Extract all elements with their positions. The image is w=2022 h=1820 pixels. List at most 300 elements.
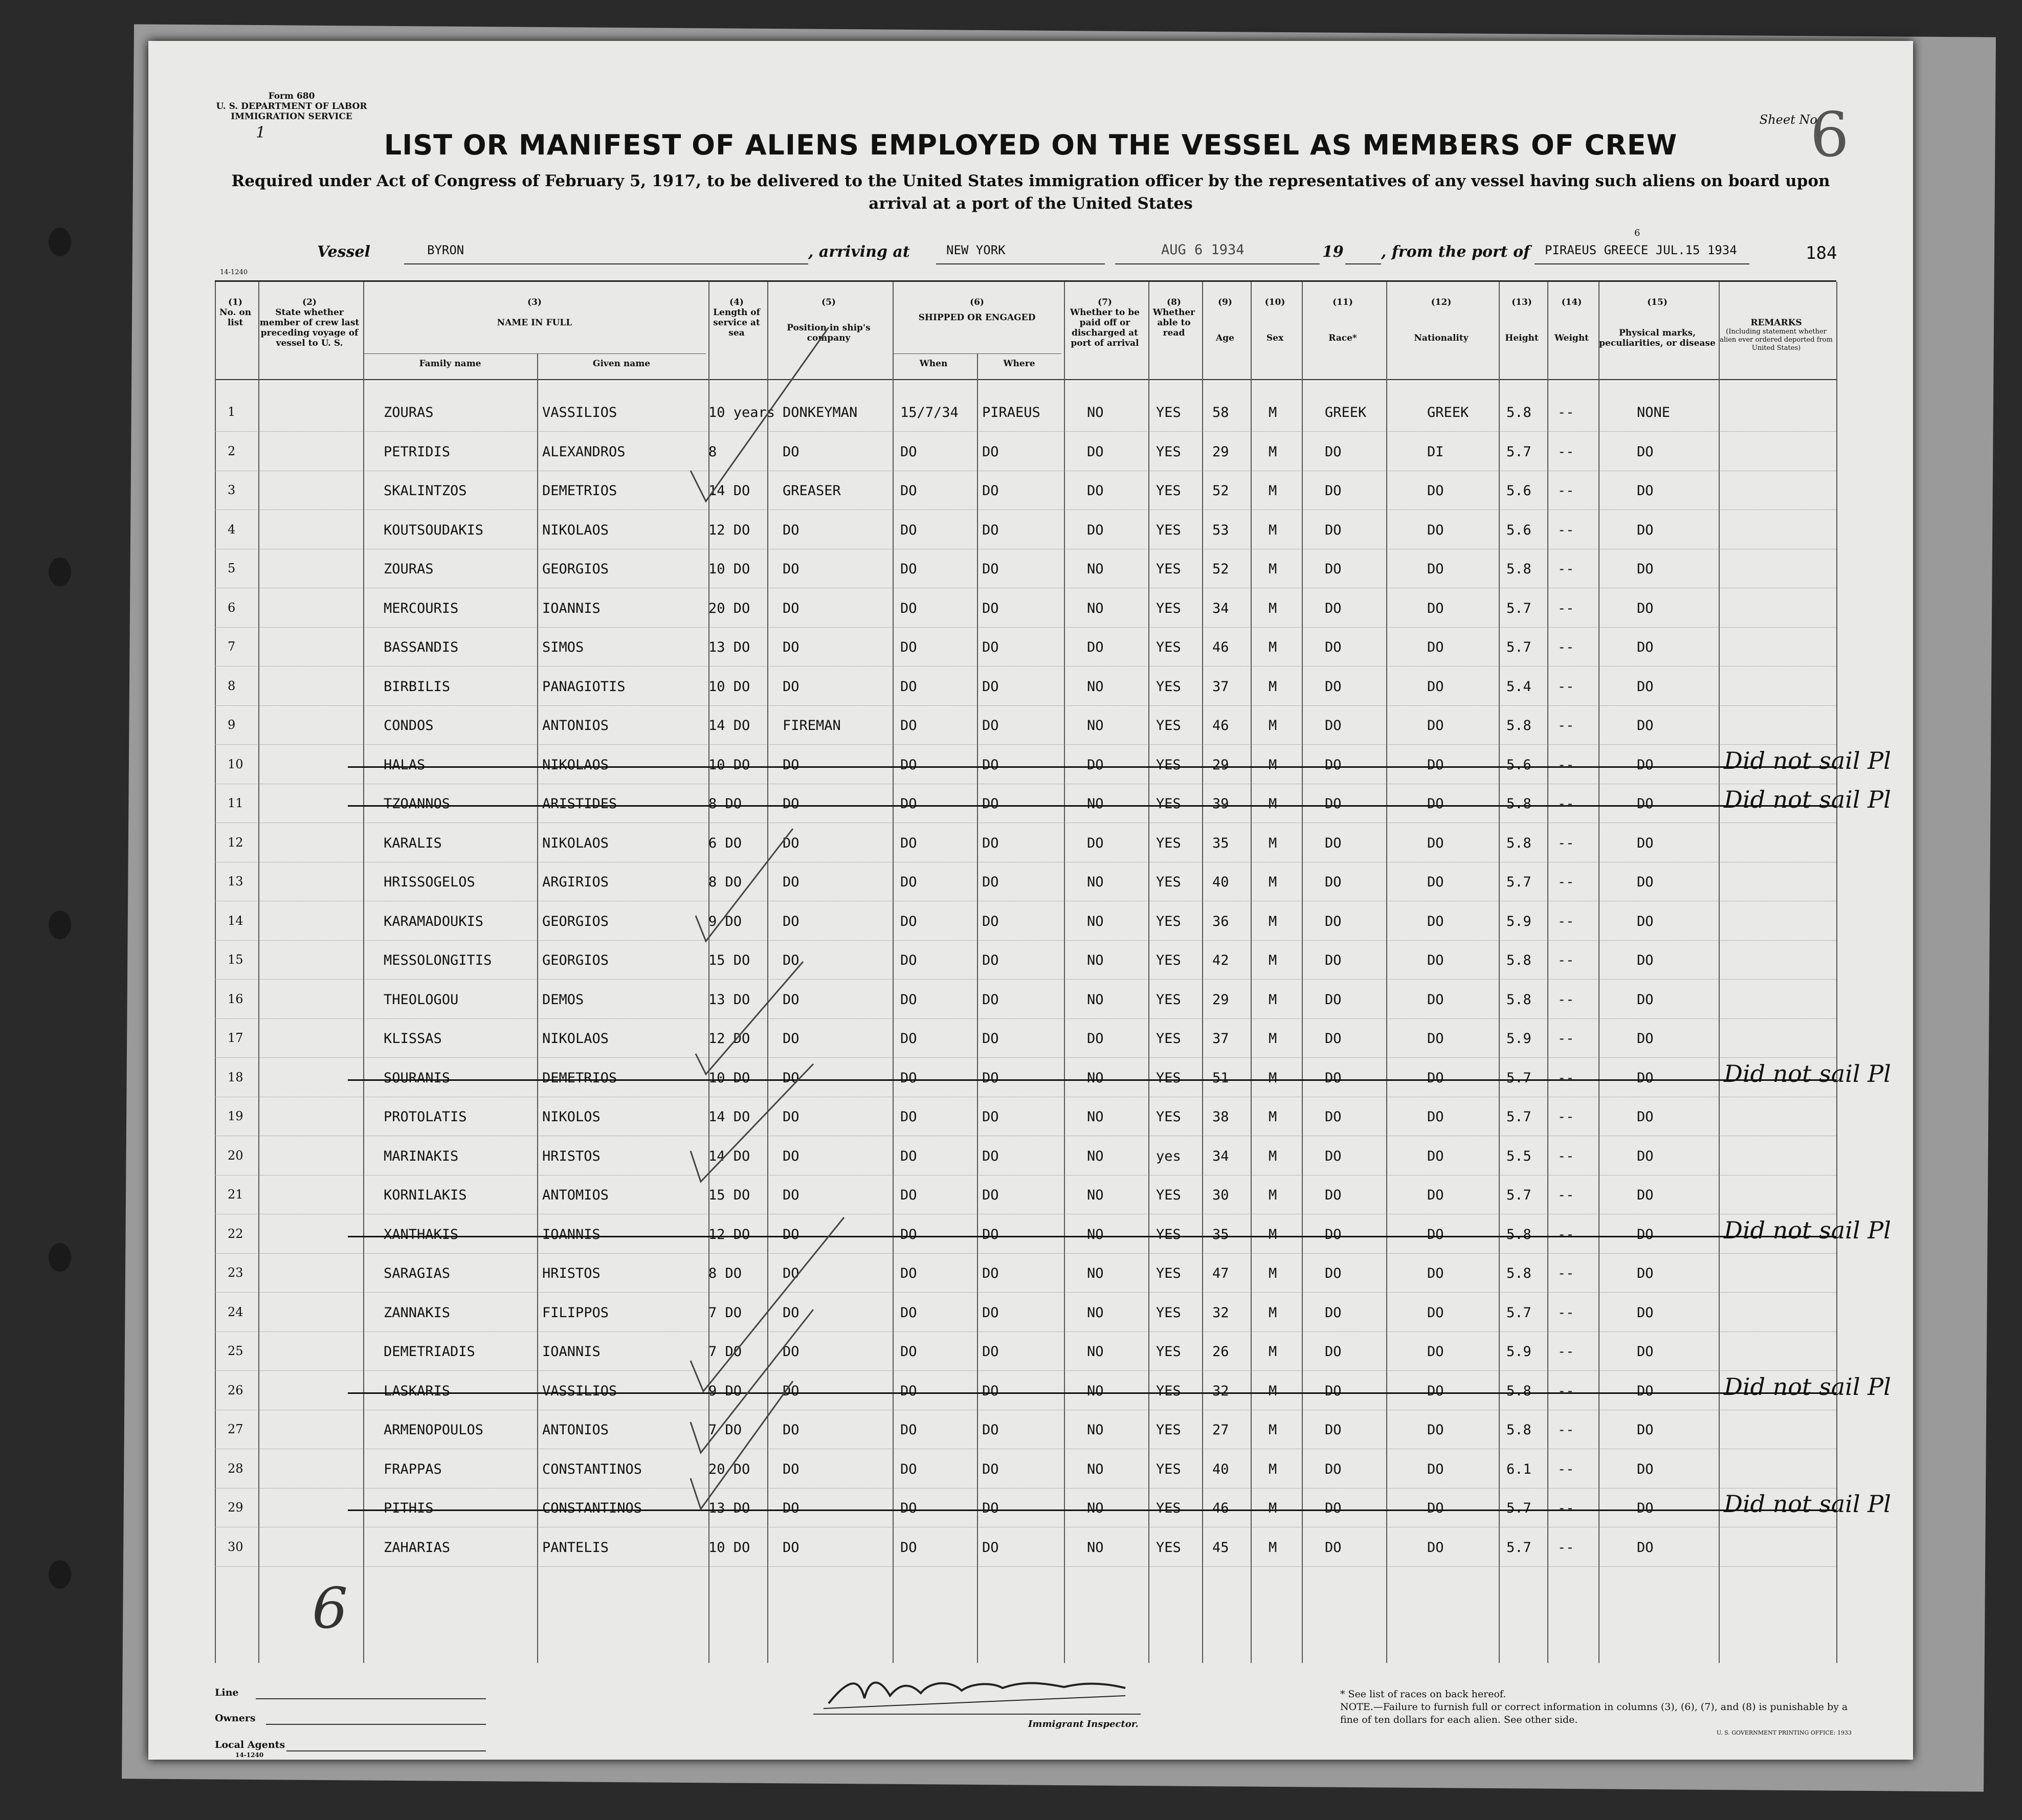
paid-off-cell: DO <box>1087 757 1104 773</box>
race-cell: DO <box>1325 874 1342 890</box>
paid-off-cell: NO <box>1087 1461 1104 1477</box>
physical-marks-cell: DO <box>1637 1461 1654 1477</box>
race-cell: DO <box>1325 522 1342 538</box>
able-to-read-cell: YES <box>1156 1187 1181 1203</box>
height-cell: 5.6 <box>1506 522 1531 538</box>
row-number-cell: 15 <box>228 952 243 967</box>
shipped-when-cell: DO <box>900 1109 917 1125</box>
weight-cell: -- <box>1558 443 1574 460</box>
nationality-cell: DO <box>1427 1500 1444 1516</box>
family-name-cell: BASSANDIS <box>384 639 459 655</box>
row-number-cell: 19 <box>228 1109 243 1123</box>
height-cell: 5.8 <box>1506 991 1531 1008</box>
inspector-label: Immigrant Inspector. <box>1028 1719 1139 1729</box>
col-5-header: (5) Position in ship's company <box>787 297 871 343</box>
physical-marks-cell: DO <box>1637 1070 1654 1086</box>
service-length-cell: 13 DO <box>708 991 750 1008</box>
nationality-cell: DO <box>1427 796 1444 812</box>
service-length-cell: 12 DO <box>708 1031 750 1047</box>
race-cell: DO <box>1325 443 1342 460</box>
family-name-cell: MERCOURIS <box>384 600 459 616</box>
position-cell: DO <box>783 678 799 695</box>
physical-marks-cell: DO <box>1637 1226 1654 1242</box>
sex-cell: M <box>1269 991 1277 1008</box>
sex-cell: M <box>1269 913 1277 929</box>
physical-marks-cell: DO <box>1637 483 1654 499</box>
height-cell: 5.8 <box>1506 796 1531 812</box>
col-4-header: (4) Length of service at sea <box>713 297 760 338</box>
weight-cell: -- <box>1558 1304 1574 1321</box>
position-cell: DO <box>783 1500 799 1516</box>
sex-cell: M <box>1269 1266 1277 1281</box>
shipped-where-cell: DO <box>982 600 999 616</box>
age-cell: 39 <box>1212 796 1229 812</box>
shipped-where-cell: DO <box>982 718 999 734</box>
position-cell: DO <box>783 874 799 890</box>
department: U. S. DEPARTMENT OF LABOR <box>216 101 367 112</box>
height-cell: 5.7 <box>1506 1187 1531 1203</box>
race-cell: DO <box>1325 1109 1342 1125</box>
shipped-when-cell: DO <box>900 1383 917 1399</box>
age-cell: 29 <box>1212 443 1229 460</box>
col-6-when: When <box>919 359 948 369</box>
age-cell: 40 <box>1212 1461 1229 1477</box>
punch-hole <box>49 228 71 256</box>
age-cell: 32 <box>1212 1304 1229 1321</box>
physical-marks-cell: NONE <box>1637 405 1671 420</box>
remark-cell: Did not sail Pl <box>1724 1372 1891 1401</box>
row-number-cell: 3 <box>228 483 236 497</box>
service-length-cell: 7 DO <box>708 1304 742 1321</box>
race-cell: DO <box>1325 1266 1342 1281</box>
age-cell: 58 <box>1212 405 1229 420</box>
family-name-cell: MARINAKIS <box>384 1148 459 1164</box>
weight-cell: -- <box>1558 1461 1574 1477</box>
race-cell: DO <box>1325 1422 1342 1438</box>
race-cell: DO <box>1325 1500 1342 1516</box>
sex-cell: M <box>1269 561 1277 577</box>
service-length-cell: 14 DO <box>708 718 750 734</box>
col-1-header: (1) No. on list <box>219 297 252 328</box>
position-cell: DO <box>783 1070 799 1086</box>
given-name-cell: ANTOMIOS <box>542 1187 609 1203</box>
sex-cell: M <box>1269 1109 1277 1125</box>
position-cell: DO <box>783 952 799 968</box>
position-cell: DO <box>783 600 799 616</box>
race-cell: DO <box>1325 1226 1342 1242</box>
shipped-where-cell: DO <box>982 639 999 655</box>
height-cell: 5.4 <box>1506 678 1531 695</box>
age-cell: 46 <box>1212 718 1229 734</box>
paid-off-cell: NO <box>1087 600 1104 616</box>
family-name-cell: SOURANIS <box>384 1070 451 1086</box>
position-cell: DO <box>783 796 799 812</box>
family-name-cell: PETRIDIS <box>384 443 451 460</box>
height-cell: 5.7 <box>1506 1304 1531 1321</box>
given-name-cell: ANTONIOS <box>542 1422 609 1438</box>
manifest-sheet <box>148 41 1913 1760</box>
weight-cell: -- <box>1558 1539 1574 1556</box>
row-number-cell: 5 <box>228 561 236 575</box>
race-cell: DO <box>1325 796 1342 812</box>
row-number-cell: 2 <box>228 443 236 458</box>
row-number-cell: 26 <box>228 1383 243 1397</box>
paid-off-cell: NO <box>1087 991 1104 1008</box>
physical-marks-cell: DO <box>1637 1148 1654 1164</box>
col-3-family: Family name <box>419 359 481 369</box>
service-length-cell: 10 DO <box>708 1070 750 1086</box>
age-cell: 45 <box>1212 1539 1229 1556</box>
sex-cell: M <box>1269 1383 1277 1399</box>
physical-marks-cell: DO <box>1637 952 1654 968</box>
age-cell: 29 <box>1212 991 1229 1008</box>
paid-off-cell: NO <box>1087 1070 1104 1086</box>
age-cell: 53 <box>1212 522 1229 538</box>
position-cell: DO <box>783 639 799 655</box>
height-cell: 6.1 <box>1506 1461 1531 1477</box>
year-label: 19 <box>1322 243 1344 261</box>
able-to-read-cell: YES <box>1156 1344 1181 1360</box>
paid-off-cell: DO <box>1087 443 1104 460</box>
physical-marks-cell: DO <box>1637 1422 1654 1438</box>
punch-hole <box>49 911 71 939</box>
position-cell: DO <box>783 1109 799 1125</box>
sex-cell: M <box>1269 1344 1277 1360</box>
inspector-signature <box>818 1668 1136 1714</box>
shipped-where-cell: DO <box>982 443 999 460</box>
physical-marks-cell: DO <box>1637 835 1654 851</box>
col-2-header: (2) State whether member of crew last preceding voyage of vessel to U. S. <box>259 297 360 348</box>
weight-cell: -- <box>1558 1187 1574 1203</box>
age-cell: 38 <box>1212 1109 1229 1125</box>
row-number-cell: 27 <box>228 1422 243 1436</box>
age-cell: 26 <box>1212 1344 1229 1360</box>
service-length-cell: 14 DO <box>708 1148 750 1164</box>
nationality-cell: DO <box>1427 1344 1444 1360</box>
able-to-read-cell: YES <box>1156 1109 1181 1125</box>
physical-marks-cell: DO <box>1637 1187 1654 1203</box>
position-cell: DO <box>783 561 799 577</box>
remarks-header: REMARKS (Including statement whether alien ever ordered deported from United States) <box>1720 318 1833 352</box>
shipped-where-cell: DO <box>982 1109 999 1125</box>
service-length-cell: 14 DO <box>708 1109 750 1125</box>
sheet-label: Sheet No. <box>1759 113 1821 127</box>
paid-off-cell: NO <box>1087 1383 1104 1399</box>
shipped-when-cell: DO <box>900 600 917 616</box>
position-cell: DO <box>783 1344 799 1360</box>
remark-cell: Did not sail Pl <box>1724 1490 1891 1518</box>
weight-cell: -- <box>1558 991 1574 1008</box>
age-cell: 29 <box>1212 757 1229 773</box>
sex-cell: M <box>1269 522 1277 538</box>
shipped-where-cell: DO <box>982 1461 999 1477</box>
height-cell: 5.6 <box>1506 757 1531 773</box>
height-cell: 5.9 <box>1506 1344 1531 1360</box>
paid-off-cell: NO <box>1087 1422 1104 1438</box>
height-cell: 5.8 <box>1506 718 1531 734</box>
row-number-cell: 20 <box>228 1148 243 1163</box>
row-number-cell: 11 <box>228 796 243 810</box>
col-3-header: (3) NAME IN FULL <box>497 297 572 328</box>
sex-cell: M <box>1269 639 1277 655</box>
weight-cell: -- <box>1558 639 1574 655</box>
able-to-read-cell: YES <box>1156 1383 1181 1399</box>
age-cell: 30 <box>1212 1187 1229 1203</box>
shipped-where-cell: DO <box>982 757 999 773</box>
service-length-cell: 9 DO <box>708 1383 742 1399</box>
paid-off-cell: NO <box>1087 1344 1104 1360</box>
physical-marks-cell: DO <box>1637 639 1654 655</box>
shipped-where-cell: DO <box>982 561 999 577</box>
service-length-cell: 20 DO <box>708 600 750 616</box>
able-to-read-cell: YES <box>1156 718 1181 734</box>
weight-cell: -- <box>1558 1226 1574 1242</box>
given-name-cell: ARGIRIOS <box>542 874 609 890</box>
nationality-cell: DO <box>1427 1304 1444 1321</box>
punch-hole <box>49 1243 71 1272</box>
physical-marks-cell: DO <box>1637 874 1654 890</box>
age-cell: 32 <box>1212 1383 1229 1399</box>
able-to-read-cell: YES <box>1156 874 1181 890</box>
family-name-cell: TZOANNOS <box>384 796 451 812</box>
race-cell: DO <box>1325 1304 1342 1321</box>
shipped-when-cell: DO <box>900 1031 917 1047</box>
race-cell: DO <box>1325 1344 1342 1360</box>
footer-owners-underline <box>266 1724 486 1725</box>
nationality-cell: DO <box>1427 600 1444 616</box>
height-cell: 5.8 <box>1506 1266 1531 1281</box>
row-number-cell: 13 <box>228 874 243 889</box>
sex-cell: M <box>1269 405 1277 420</box>
family-name-cell: SKALINTZOS <box>384 483 467 499</box>
race-cell: DO <box>1325 561 1342 577</box>
service-length-cell: 10 years <box>708 405 775 420</box>
shipped-when-cell: DO <box>900 913 917 929</box>
shipped-where-cell: DO <box>982 1304 999 1321</box>
position-cell: DO <box>783 757 799 773</box>
weight-cell: -- <box>1558 405 1574 420</box>
able-to-read-cell: YES <box>1156 1539 1181 1556</box>
paid-off-cell: NO <box>1087 1500 1104 1516</box>
age-cell: 36 <box>1212 913 1229 929</box>
position-cell: DO <box>783 1226 799 1242</box>
physical-marks-cell: DO <box>1637 991 1654 1008</box>
given-name-cell: ANTONIOS <box>542 718 609 734</box>
weight-cell: -- <box>1558 1031 1574 1047</box>
shipped-where-cell: DO <box>982 1070 999 1086</box>
height-cell: 5.6 <box>1506 483 1531 499</box>
given-name-cell: VASSILIOS <box>542 1383 617 1399</box>
family-name-cell: SARAGIAS <box>384 1266 451 1281</box>
able-to-read-cell: YES <box>1156 1461 1181 1477</box>
able-to-read-cell: YES <box>1156 1031 1181 1047</box>
race-cell: DO <box>1325 1070 1342 1086</box>
page-subtitle: Required under Act of Congress of February 5, 1917, to be delivered to the United States immigration officer by the representatives of any vessel having such aliens on board upon arrival at a port of the United States <box>231 172 1830 213</box>
nationality-cell: DO <box>1427 1422 1444 1438</box>
race-cell: DO <box>1325 757 1342 773</box>
row-number-cell: 24 <box>228 1304 243 1319</box>
form-ref: 14-1240 <box>220 269 248 276</box>
race-cell: DO <box>1325 1539 1342 1556</box>
row-number-cell: 9 <box>228 718 236 732</box>
service-length-cell: 14 DO <box>708 483 750 499</box>
service-length-cell: 20 DO <box>708 1461 750 1477</box>
weight-cell: -- <box>1558 757 1574 773</box>
position-cell: DO <box>783 1422 799 1438</box>
family-name-cell: KLISSAS <box>384 1031 442 1047</box>
nationality-cell: DO <box>1427 1461 1444 1477</box>
arriving-port: NEW YORK <box>946 243 1006 257</box>
shipped-when-cell: DO <box>900 483 917 499</box>
given-name-cell: HRISTOS <box>542 1266 601 1281</box>
age-cell: 27 <box>1212 1422 1229 1438</box>
physical-marks-cell: DO <box>1637 1539 1654 1556</box>
age-cell: 35 <box>1212 835 1229 851</box>
given-name-cell: DEMETRIOS <box>542 1070 617 1086</box>
able-to-read-cell: yes <box>1156 1148 1181 1164</box>
service-length-cell: 8 DO <box>708 1266 742 1281</box>
given-name-cell: NIKOLOS <box>542 1109 601 1125</box>
age-cell: 34 <box>1212 600 1229 616</box>
physical-marks-cell: DO <box>1637 1500 1654 1516</box>
weight-cell: -- <box>1558 913 1574 929</box>
physical-marks-cell: DO <box>1637 1344 1654 1360</box>
shipped-where-cell: DO <box>982 1226 999 1242</box>
col-8-header: (8) Whether able to read <box>1152 297 1195 338</box>
sex-cell: M <box>1269 1539 1277 1556</box>
family-name-cell: ZOURAS <box>384 405 434 420</box>
service: IMMIGRATION SERVICE <box>231 112 352 122</box>
family-name-cell: KARAMADOUKIS <box>384 913 484 929</box>
given-name-cell: ALEXANDROS <box>542 443 626 460</box>
row-number-cell: 28 <box>228 1461 243 1476</box>
weight-cell: -- <box>1558 1383 1574 1399</box>
service-length-cell: 12 DO <box>708 1226 750 1242</box>
footer-agents-ref: 14-1240 <box>235 1751 264 1759</box>
position-cell: DO <box>783 522 799 538</box>
service-length-cell: 10 DO <box>708 757 750 773</box>
able-to-read-cell: YES <box>1156 1304 1181 1321</box>
hand-mark: 1 <box>256 124 266 142</box>
nationality-cell: DO <box>1427 718 1444 734</box>
nationality-cell: DO <box>1427 639 1444 655</box>
height-cell: 5.9 <box>1506 913 1531 929</box>
shipped-when-cell: DO <box>900 1461 917 1477</box>
position-cell: DO <box>783 1383 799 1399</box>
shipped-when-cell: DO <box>900 1266 917 1281</box>
family-name-cell: THEOLOGOU <box>384 991 459 1008</box>
shipped-when-cell: DO <box>900 561 917 577</box>
family-name-cell: HRISSOGELOS <box>384 874 475 890</box>
form-number: Form 680 <box>268 91 315 101</box>
able-to-read-cell: YES <box>1156 757 1181 773</box>
footer-line-underline <box>256 1698 486 1699</box>
paid-off-cell: NO <box>1087 1266 1104 1281</box>
nationality-cell: DO <box>1427 522 1444 538</box>
position-cell: DO <box>783 443 799 460</box>
weight-cell: -- <box>1558 1148 1574 1164</box>
physical-marks-cell: DO <box>1637 1383 1654 1399</box>
height-cell: 5.8 <box>1506 561 1531 577</box>
nationality-cell: DO <box>1427 835 1444 851</box>
sex-cell: M <box>1269 1187 1277 1203</box>
shipped-when-cell: DO <box>900 1344 917 1360</box>
punch-hole <box>49 558 71 586</box>
able-to-read-cell: YES <box>1156 1500 1181 1516</box>
row-number-cell: 22 <box>228 1226 243 1241</box>
family-name-cell: LASKARIS <box>384 1383 451 1399</box>
remark-cell: Did not sail Pl <box>1724 746 1891 774</box>
service-length-cell: 8 DO <box>708 796 742 812</box>
paid-off-cell: NO <box>1087 796 1104 812</box>
height-cell: 5.7 <box>1506 600 1531 616</box>
given-name-cell: NIKOLAOS <box>542 757 609 773</box>
page-title: LIST OR MANIFEST OF ALIENS EMPLOYED ON THE VESSEL AS MEMBERS OF CREW <box>384 129 1678 161</box>
shipped-when-cell: DO <box>900 1226 917 1242</box>
shipped-when-cell: DO <box>900 639 917 655</box>
paid-off-cell: NO <box>1087 1187 1104 1203</box>
able-to-read-cell: YES <box>1156 678 1181 695</box>
shipped-where-cell: PIRAEUS <box>982 405 1040 420</box>
vessel-label: Vessel <box>317 243 370 261</box>
paid-off-cell: NO <box>1087 561 1104 577</box>
service-length-cell: 7 DO <box>708 1422 742 1438</box>
paid-off-cell: DO <box>1087 522 1104 538</box>
weight-cell: -- <box>1558 1266 1574 1281</box>
weight-cell: -- <box>1558 796 1574 812</box>
paid-off-cell: DO <box>1087 835 1104 851</box>
paid-off-cell: NO <box>1087 1148 1104 1164</box>
family-name-cell: ZOURAS <box>384 561 434 577</box>
sex-cell: M <box>1269 835 1277 851</box>
race-cell: DO <box>1325 1461 1342 1477</box>
weight-cell: -- <box>1558 1500 1574 1516</box>
small-mark: 6 <box>1634 228 1640 238</box>
given-name-cell: NIKOLAOS <box>542 522 609 538</box>
race-cell: DO <box>1325 1383 1342 1399</box>
able-to-read-cell: YES <box>1156 1070 1181 1086</box>
physical-marks-cell: DO <box>1637 1266 1654 1281</box>
physical-marks-cell: DO <box>1637 522 1654 538</box>
shipped-where-cell: DO <box>982 991 999 1008</box>
row-number-cell: 4 <box>228 522 236 537</box>
race-cell: GREEK <box>1325 405 1367 420</box>
sex-cell: M <box>1269 1148 1277 1164</box>
service-length-cell: 9 DO <box>708 913 742 929</box>
position-cell: DO <box>783 1148 799 1164</box>
shipped-where-cell: DO <box>982 913 999 929</box>
able-to-read-cell: YES <box>1156 1422 1181 1438</box>
row-number-cell: 14 <box>228 913 243 928</box>
position-cell: DO <box>783 1304 799 1321</box>
age-cell: 37 <box>1212 1031 1229 1047</box>
shipped-when-cell: 15/7/34 <box>900 405 959 420</box>
given-name-cell: SIMOS <box>542 639 584 655</box>
sheet-number: 6 <box>1810 100 1849 171</box>
physical-marks-cell: DO <box>1637 1031 1654 1047</box>
able-to-read-cell: YES <box>1156 835 1181 851</box>
given-name-cell: GEORGIOS <box>542 952 609 968</box>
paid-off-cell: NO <box>1087 913 1104 929</box>
service-length-cell: 10 DO <box>708 1539 750 1556</box>
weight-cell: -- <box>1558 874 1574 890</box>
height-cell: 5.8 <box>1506 405 1531 420</box>
height-cell: 5.8 <box>1506 835 1531 851</box>
physical-marks-cell: DO <box>1637 1304 1654 1321</box>
service-length-cell: 8 DO <box>708 874 742 890</box>
given-name-cell: IOANNIS <box>542 1226 601 1242</box>
row-number-cell: 8 <box>228 678 236 693</box>
